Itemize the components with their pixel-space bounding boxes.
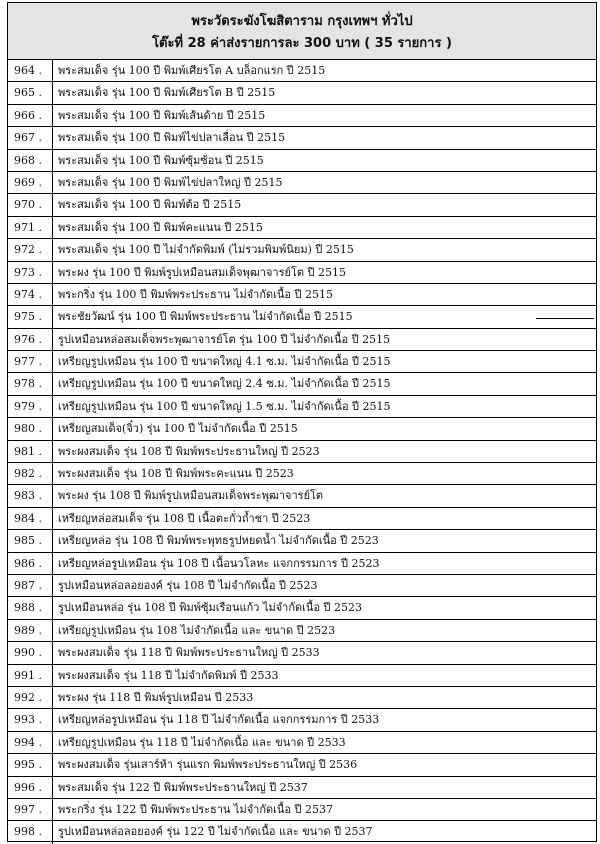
list-item <box>8 105 596 127</box>
item-description: รูปเหมือนหล่อ รุ่น 108 ปี พิมพ์ซุ้มเรือนแก้ว ไม่จำกัดเนื้อ ปี 2523 <box>58 601 363 615</box>
list-item <box>8 127 596 149</box>
item-number: 968 . <box>8 150 53 171</box>
item-description: เหรียญรูปเหมือน รุ่น 100 ปี ขนาดใหญ่ 4.1 ซ.ม. ไม่จำกัดเนื้อ ปี 2515 <box>58 355 391 369</box>
item-number: 995 . <box>8 754 53 775</box>
item-description: พระผงสมเด็จ รุ่น 108 ปี พิมพ์พระประธานใหญ่ ปี 2523 <box>58 444 320 458</box>
list-item <box>8 575 596 597</box>
item-description: เหรียญรูปเหมือน รุ่น 100 ปี ขนาดใหญ่ 2.4 ซ.ม. ไม่จำกัดเนื้อ ปี 2515 <box>58 377 391 391</box>
item-number: 971 . <box>8 217 53 238</box>
item-number: 969 . <box>8 172 53 193</box>
item-description: พระสมเด็จ รุ่น 122 ปี พิมพ์พระประธานใหญ่ ปี 2537 <box>58 780 308 794</box>
item-description: พระสมเด็จ รุ่น 100 ปี พิมพ์เศียรโต B ปี 2515 <box>58 86 276 100</box>
item-description: พระผง รุ่น 108 ปี พิมพ์รูปเหมือนสมเด็จพระพุฒาจารย์โต <box>58 489 324 503</box>
item-number: 974 . <box>8 284 53 305</box>
item-description: รูปเหมือนหล่อลอยองค์ รุ่น 108 ปี ไม่จำกัดเนื้อ ปี 2523 <box>58 578 318 592</box>
item-number: 972 . <box>8 239 53 260</box>
item-number: 987 . <box>8 575 53 596</box>
list-item <box>8 642 596 664</box>
list-item <box>8 262 596 284</box>
listing-sheet <box>7 2 597 842</box>
item-description: พระสมเด็จ รุ่น 100 ปี ไม่จำกัดพิมพ์ (ไม่รวมพิมพ์นิยม) ปี 2515 <box>58 243 354 257</box>
list-item <box>8 60 596 82</box>
list-item <box>8 463 596 485</box>
table-header <box>8 3 596 60</box>
item-description: พระชัยวัฒน์ รุ่น 100 ปี พิมพ์พระประธาน ไม่จำกัดเนื้อ ปี 2515 <box>58 310 353 324</box>
item-number: 998 . <box>8 821 53 843</box>
item-number: 986 . <box>8 553 53 574</box>
list-item <box>8 373 596 395</box>
item-number: 980 . <box>8 418 53 439</box>
list-item <box>8 441 596 463</box>
item-number: 997 . <box>8 799 53 820</box>
list-item <box>8 239 596 261</box>
item-description: เหรียญหล่อ รุ่น 108 ปี พิมพ์พระพุทธรูปหยดน้ำ ไม่จำกัดเนื้อ ปี 2523 <box>58 534 379 548</box>
item-number: 989 . <box>8 620 53 641</box>
item-number: 992 . <box>8 687 53 708</box>
item-number: 970 . <box>8 194 53 215</box>
list-item <box>8 597 596 619</box>
list-item <box>8 194 596 216</box>
item-number: 981 . <box>8 441 53 462</box>
item-description: พระผงสมเด็จ รุ่น 118 ปี ไม่จำกัดพิมพ์ ปี 2533 <box>58 668 279 682</box>
item-description: พระสมเด็จ รุ่น 100 ปี พิมพ์ซุ้มซ้อน ปี 2515 <box>58 153 264 167</box>
item-list <box>8 60 596 844</box>
item-description: เหรียญสมเด็จ(จิ๋ว) รุ่น 100 ปี ไม่จำกัดเนื้อ ปี 2515 <box>58 422 298 436</box>
item-number: 966 . <box>8 105 53 126</box>
list-item <box>8 329 596 351</box>
item-description: รูปเหมือนหล่อสมเด็จพระพุฒาจารย์โต รุ่น 100 ปี ไม่จำกัดเนื้อ ปี 2515 <box>58 332 391 346</box>
item-number: 977 . <box>8 351 53 372</box>
list-item <box>8 530 596 552</box>
item-description: เหรียญรูปเหมือน รุ่น 118 ปี ไม่จำกัดเนื้อ และ ขนาด ปี 2533 <box>58 735 346 749</box>
list-item <box>8 396 596 418</box>
list-item <box>8 306 596 328</box>
item-description: รูปเหมือนหล่อลอยองค์ รุ่น 122 ปี ไม่จำกัดเนื้อ และ ขนาด ปี 2537 <box>58 825 373 839</box>
item-number: 983 . <box>8 485 53 506</box>
list-item <box>8 150 596 172</box>
list-item <box>8 687 596 709</box>
item-description: พระสมเด็จ รุ่น 100 ปี พิมพ์ไข่ปลาใหญ่ ปี 2515 <box>58 175 283 189</box>
item-number: 996 . <box>8 777 53 798</box>
list-item <box>8 620 596 642</box>
item-description: พระสมเด็จ รุ่น 100 ปี พิมพ์เศียรโต A บล็อกแรก ปี 2515 <box>58 64 326 77</box>
list-item <box>8 485 596 507</box>
item-number: 976 . <box>8 329 53 350</box>
list-item <box>8 82 596 104</box>
list-item <box>8 553 596 575</box>
list-item <box>8 665 596 687</box>
item-description: เหรียญรูปเหมือน รุ่น 108 ไม่จำกัดเนื้อ และ ขนาด ปี 2523 <box>58 623 336 637</box>
item-description: พระผงสมเด็จ รุ่นเสาร์ห้า รุ่นแรก พิมพ์พระประธานใหญ่ ปี 2536 <box>58 758 358 772</box>
item-number: 979 . <box>8 396 53 417</box>
item-description: พระสมเด็จ รุ่น 100 ปี พิมพ์เส้นด้าย ปี 2515 <box>58 108 266 122</box>
list-item <box>8 172 596 194</box>
list-item <box>8 508 596 530</box>
item-description: เหรียญหล่อสมเด็จ รุ่น 108 ปี เนื้อตะกั่วถ้ำชา ปี 2523 <box>58 511 311 525</box>
list-item <box>8 709 596 731</box>
item-number: 985 . <box>8 530 53 551</box>
item-description: เหรียญหล่อรูปเหมือน รุ่น 118 ปี ไม่จำกัดเนื้อ แจกกรรมการ ปี 2533 <box>58 713 380 727</box>
item-number: 964 . <box>8 60 53 81</box>
item-description: พระสมเด็จ รุ่น 100 ปี พิมพ์ไข่ปลาเลื่อน ปี 2515 <box>58 131 286 145</box>
page-subtitle: โต๊ะที่ 28 ค่าส่งรายการละ 300 บาท ( 35 รายการ ) <box>152 36 452 51</box>
item-number: 988 . <box>8 597 53 618</box>
list-item <box>8 284 596 306</box>
list-item <box>8 821 596 843</box>
item-description: พระกริ่ง รุ่น 100 ปี พิมพ์พระประธาน ไม่จำกัดเนื้อ ปี 2515 <box>58 287 333 301</box>
item-number: 978 . <box>8 373 53 394</box>
list-item <box>8 418 596 440</box>
list-item <box>8 799 596 821</box>
item-description: พระผงสมเด็จ รุ่น 118 ปี พิมพ์พระประธานใหญ่ ปี 2533 <box>58 646 320 660</box>
item-number: 973 . <box>8 262 53 283</box>
item-number: 967 . <box>8 127 53 148</box>
item-description: พระสมเด็จ รุ่น 100 ปี พิมพ์ต้อ ปี 2515 <box>58 198 242 212</box>
list-item <box>8 754 596 776</box>
item-description: เหรียญรูปเหมือน รุ่น 100 ปี ขนาดใหญ่ 1.5 ซ.ม. ไม่จำกัดเนื้อ ปี 2515 <box>58 399 391 413</box>
item-description: พระผงสมเด็จ รุ่น 108 ปี พิมพ์พระคะแนน ปี 2523 <box>58 467 294 481</box>
item-number: 965 . <box>8 82 53 103</box>
item-number: 982 . <box>8 463 53 484</box>
item-number: 993 . <box>8 709 53 730</box>
item-number: 984 . <box>8 508 53 529</box>
list-item <box>8 351 596 373</box>
list-item <box>8 217 596 239</box>
item-description: พระผง รุ่น 118 ปี พิมพ์รูปเหมือน ปี 2533 <box>58 690 254 704</box>
item-description: พระกริ่ง รุ่น 122 ปี พิมพ์พระประธาน ไม่จำกัดเนื้อ ปี 2537 <box>58 802 333 816</box>
item-number: 994 . <box>8 732 53 753</box>
item-description: พระผง รุ่น 100 ปี พิมพ์รูปเหมือนสมเด็จพุฒาจารย์โต ปี 2515 <box>58 265 346 279</box>
list-item <box>8 732 596 754</box>
item-number: 991 . <box>8 665 53 686</box>
item-description: เหรียญหล่อรูปเหมือน รุ่น 108 ปี เนื้อนวโลหะ แจกกรรมการ ปี 2523 <box>58 556 380 570</box>
margin-line <box>536 318 594 319</box>
list-item <box>8 777 596 799</box>
item-number: 990 . <box>8 642 53 663</box>
item-description: พระสมเด็จ รุ่น 100 ปี พิมพ์คะแนน ปี 2515 <box>58 220 263 234</box>
page-title: พระวัดระฆังโฆสิตาราม กรุงเทพฯ ทั่วไป <box>191 14 413 29</box>
item-number: 975 . <box>8 306 53 327</box>
